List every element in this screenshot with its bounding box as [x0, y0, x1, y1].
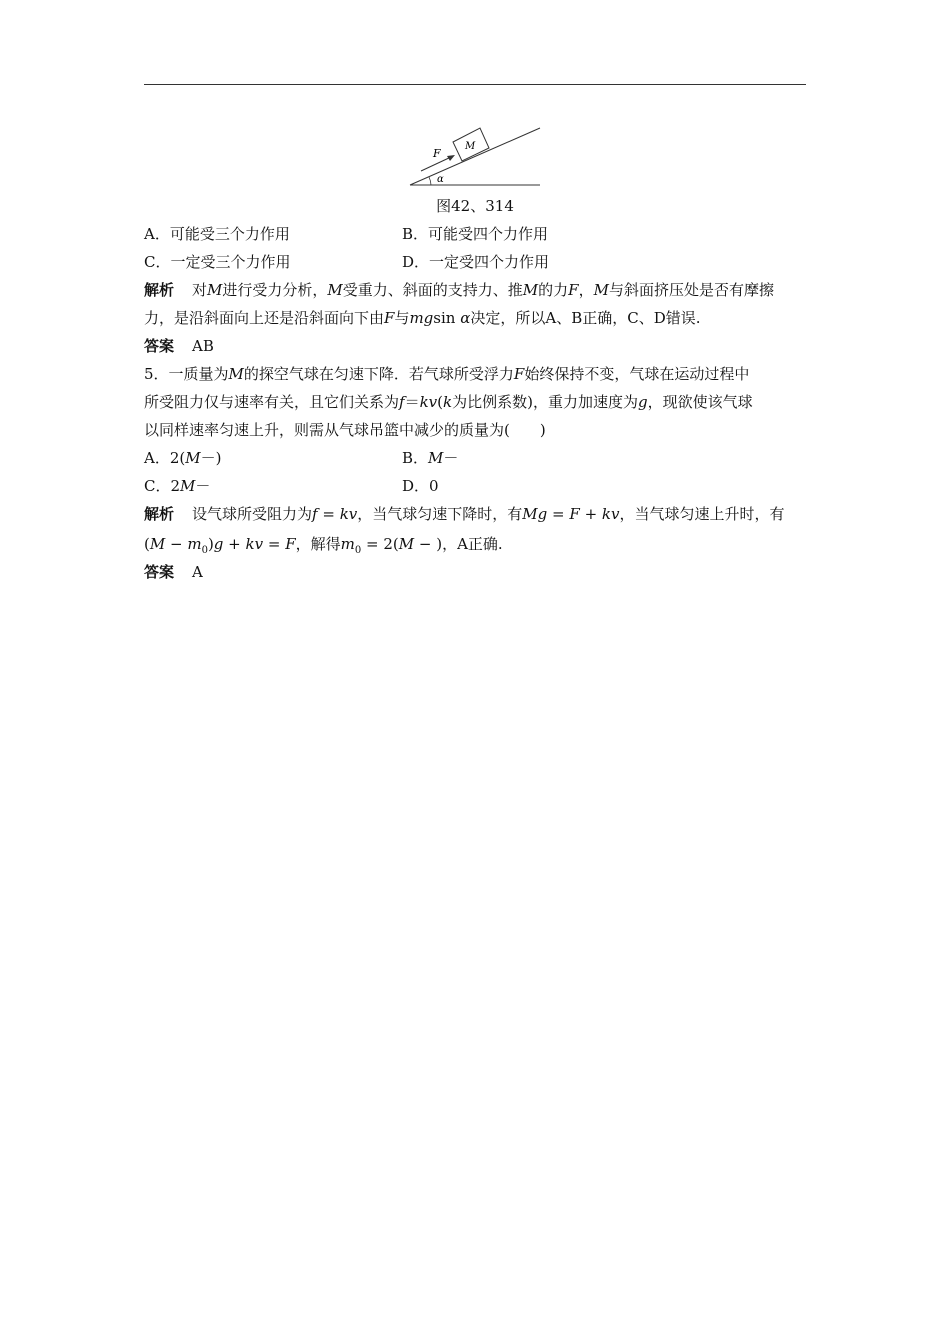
angle-arc [429, 177, 431, 185]
q5-option-d: D．0 [402, 477, 439, 495]
q4-options-row1 [144, 224, 549, 244]
q5-answer-value: A [192, 563, 203, 581]
q4-option-c: C．一定受三个力作用 [144, 253, 291, 271]
header-rule [144, 84, 806, 85]
arrow-head [447, 155, 455, 161]
q5-options-row2 [144, 476, 439, 496]
q5-option-a: A．2(M－) [144, 449, 222, 467]
label-M: M [465, 141, 476, 152]
q5-analysis-label: 解析 [144, 505, 175, 523]
label-F: F [433, 147, 441, 160]
figure-caption: 图42、314 [436, 197, 514, 215]
q4-option-a: A．可能受三个力作用 [144, 225, 290, 243]
q4-option-d: D．一定受四个力作用 [402, 253, 550, 271]
q5-analysis-line2: $(M - m_0)g$ + kv = F，解得$m_0 = 2(M$ − )，A正确. [144, 535, 503, 556]
q4-analysis-line1: 解析 对M进行受力分析，M受重力、斜面的支持力、推M的力F，M与斜面挤压处是否有摩擦 [144, 281, 774, 299]
q4-answer-value: AB [192, 337, 214, 355]
incline-diagram [405, 122, 545, 192]
q5-option-c: C．2M－ [144, 477, 211, 495]
q4-answer-label: 答案 [144, 337, 175, 355]
q5-answer [144, 562, 203, 582]
q5-stem-line1: 5．一质量为M的探空气球在匀速下降．若气球所受浮力F始终保持不变，气球在运动过程中 [144, 365, 750, 383]
q5-answer-label: 答案 [144, 563, 175, 581]
q5-analysis-line1: 解析 设气球所受阻力为f = kv，当气球匀速下降时，有Mg = F + kv，当气球匀速上升时，有 [144, 505, 785, 523]
label-alpha: α [437, 174, 444, 185]
q5-stem-line3: 以同样速率匀速上升，则需从气球吊篮中减少的质量为( ) [144, 421, 546, 439]
q5-option-b: B．M－ [402, 449, 459, 467]
q4-answer [144, 336, 214, 356]
q4-analysis-label: 解析 [144, 281, 175, 299]
q5-options-row1 [144, 448, 459, 468]
q4-analysis-line2: 力，是沿斜面向上还是沿斜面向下由F与mgsin α决定，所以A、B正确，C、D错误. [144, 309, 701, 327]
q4-option-b: B．可能受四个力作用 [402, 225, 549, 243]
q4-options-row2 [144, 252, 550, 272]
q5-stem-line2: 所受阻力仅与速率有关，且它们关系为f＝kv(k为比例系数)，重力加速度为g，现欲使该气球 [144, 393, 753, 411]
